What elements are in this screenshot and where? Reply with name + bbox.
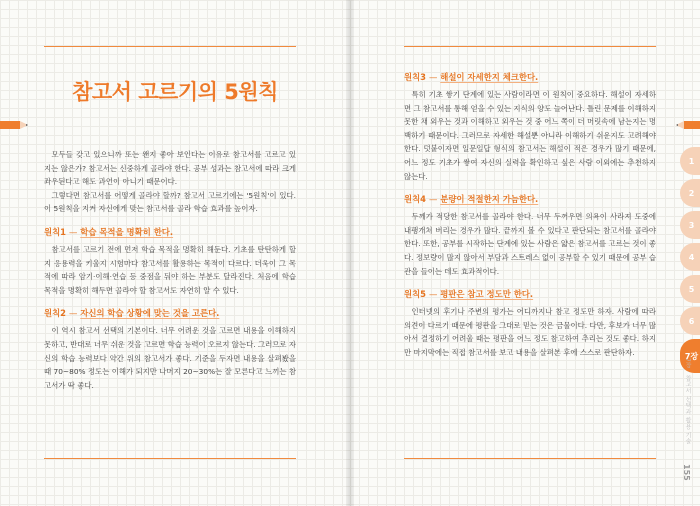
page-title: 참고서 고르기의 5원칙 (72, 80, 278, 104)
intro-paragraph-1: 모두들 갖고 있으니까 또는 왠지 좋아 보인다는 이유로 참고서를 고르고 있지는 않은가? 참고서는 신중하게 골라야 한다. 공부 성과는 참고서에 따라 크게 좌우된다고 해도 과언이 아니기 때문이다. (44, 150, 296, 187)
left-top-rule (44, 46, 296, 47)
principle-4-body: 두께가 적당한 참고서를 골라야 한다. 너무 두꺼우면 의욕이 사라져 도중에 내팽개쳐 버리는 경우가 많다. 끝까지 볼 수 있다고 판단되는 참고서를 골라야 한다. 또한, 공부를 시작하는 단계에 있는 사람은 얇은 참고서를 고르는 것이 좋다. 정보량이 많지 않아서 부담과 스트레스 없이 공부할 수 있기 때문에 공부 습관을 들이는 데도 효과적이다. (404, 212, 656, 276)
chapter-tab-1[interactable]: 1 (680, 147, 700, 175)
principle-3-body: 특히 기초 쌓기 단계에 있는 사람이라면 이 원칙이 중요하다. 해설이 자세하면 그 참고서를 통해 얻을 수 있는 지식의 양도 늘어난다. 틀린 문제를 이해하지 못한 채 외우는 것과 이해하고 외우는 것 중 어느 쪽이 더 머릿속에 남는지는 명백하기 때문이다. 그러므로 자세한 해설뿐 아니라 이해하기 쉬운지도 고려해야 한다. 덧붙이자면 일문일답 형식의 참고서는 해설이 적은 경우가 많기 때문에, 어느 정도 기초가 쌓여 자신의 실력을 확인하고 싶은 사람 이외에는 추천하지 않는다. (404, 90, 656, 181)
chapter-tab-5[interactable]: 5 (680, 275, 700, 303)
principle-1-body: 참고서를 고르기 전에 먼저 학습 목적을 명확히 해둔다. 기초를 탄탄하게 할지 응용력을 키울지 시험마다 참고서를 활용하는 목적이 다르다. 더욱이 그 목적에 따라 암기·이해·연습 등 중점을 둬야 하는 부분도 달라진다. 처음에 학습 목적을 명확히 해두면 골라야 할 참고서도 자연히 알 수 있다. (44, 244, 296, 295)
chapter-side-label: 7장 · 참고서 선택과 활용 기술 (684, 358, 691, 445)
right-bottom-rule (404, 458, 656, 459)
pencil-icon-right (676, 118, 700, 132)
principle-2-body: 이 역시 참고서 선택의 기본이다. 너무 어려운 것을 고르면 내용을 이해하지 못하고, 반대로 너무 쉬운 것을 고르면 학습 능력이 오르지 않는다. 그러므로 자신의 학습 능력보다 약간 위의 참고서가 좋다. 기준을 두자면 내용을 살펴봤을 때 70~80% 정도는 이해가 되지만 나머지 20~30%는 잘 모른다고 느끼는 참고서가 딱 좋다. (44, 326, 296, 390)
pencil-icon-left (0, 118, 30, 132)
principle-3-title: 해설이 자세한지 체크한다. (440, 72, 539, 82)
principle-4-number: 원칙4 (404, 194, 427, 205)
chapter-tab-7-active[interactable]: 7장 (680, 339, 700, 373)
principle-2-number: 원칙2 (44, 308, 67, 319)
principle-2-dash: — (68, 308, 78, 319)
principle-5-heading (404, 287, 656, 301)
chapter-tab-3[interactable]: 3 (680, 211, 700, 239)
principle-2-title: 자신의 학습 상황에 맞는 것을 고른다. (80, 308, 220, 319)
principle-5-body: 인터넷의 후기나 주변의 평가는 어디까지나 참고 정도만 하자. 사람에 따라 의견이 다르기 때문에 평판을 그대로 믿는 것은 금물이다. 다만, 후보가 너무 많아서 결정하기 어려울 때는 평판을 어느 정도 참고하여 추리는 것도 좋다. 하지만 마지막에는 직접 참고서를 보고 내용을 살펴본 후에 스스로 판단하자. (404, 307, 656, 357)
principle-1-number: 원칙1 (44, 226, 67, 237)
principle-3-number: 원칙3 (404, 72, 427, 82)
left-column (44, 148, 296, 392)
principle-5-title: 평판은 참고 정도만 한다. (440, 289, 534, 300)
principle-4-dash: — (428, 194, 438, 205)
page-number: 155 (682, 464, 691, 481)
chapter-tabs (680, 147, 700, 377)
principle-1-title: 학습 목적을 명확히 한다. (80, 226, 174, 237)
principle-4-title: 분량이 적절한지 가늠한다. (440, 194, 539, 205)
right-column (404, 70, 656, 360)
principle-5-number: 원칙5 (404, 289, 427, 300)
principle-2-heading (44, 306, 296, 320)
chapter-tab-2[interactable]: 2 (680, 179, 700, 207)
right-top-rule (404, 46, 656, 47)
principle-5-dash: — (428, 289, 438, 300)
intro-paragraph-2: 그렇다면 참고서를 어떻게 골라야 할까? 참고서 고르기에는 '5원칙'이 있다. 이 5원칙을 지켜 자신에게 맞는 참고서를 골라 학습 효과를 높이자. (44, 190, 296, 214)
principle-3-heading (404, 70, 656, 84)
principle-1-dash: — (68, 226, 78, 237)
principle-1-heading (44, 225, 296, 239)
principle-4-heading (404, 192, 656, 206)
principle-3-dash: — (428, 72, 438, 82)
left-bottom-rule (44, 458, 296, 459)
chapter-tab-4[interactable]: 4 (680, 243, 700, 271)
chapter-tab-6[interactable]: 6 (680, 307, 700, 335)
